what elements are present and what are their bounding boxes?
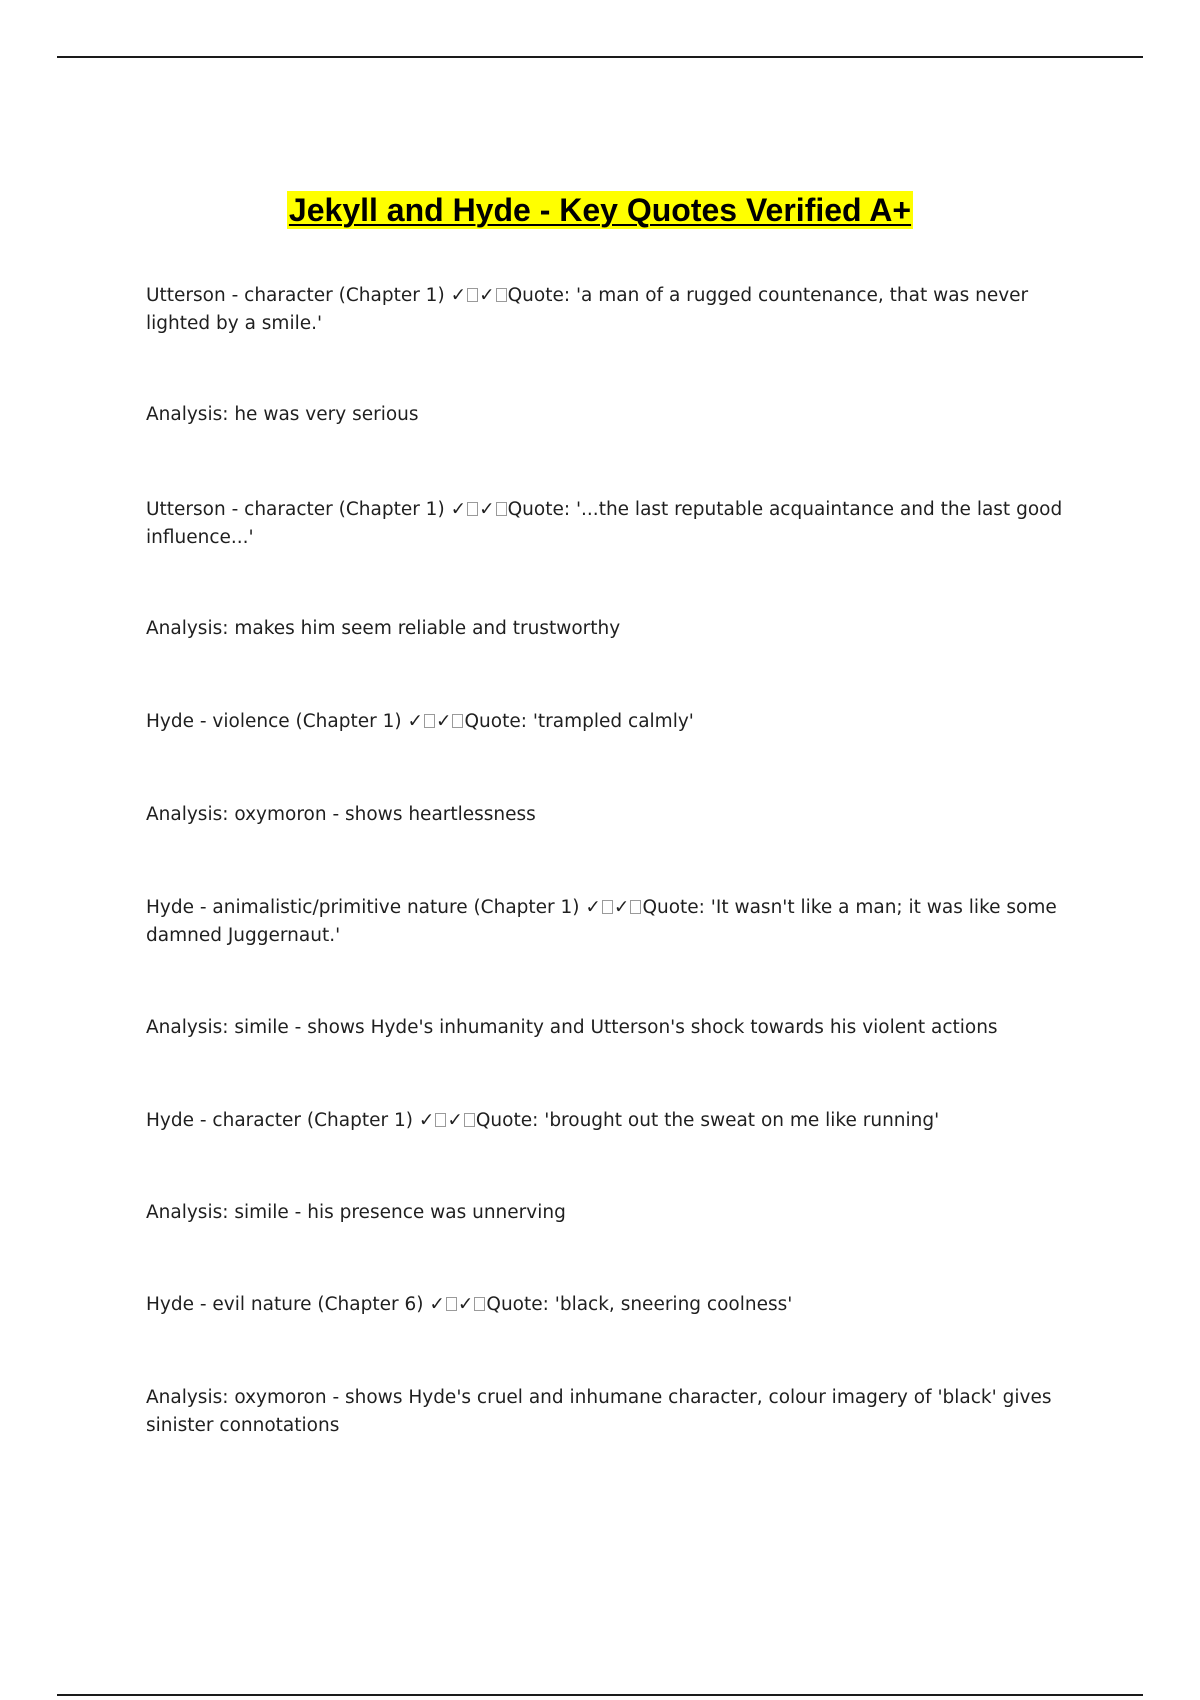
check-icon: ✓ — [585, 897, 601, 918]
header-rule — [57, 56, 1143, 58]
check-icon: ✓ — [429, 1294, 445, 1315]
check-icon: ✓ — [418, 1110, 435, 1131]
check-icon: ✓ — [450, 285, 467, 306]
footer-rule — [57, 1694, 1143, 1696]
empty-box-icon — [467, 288, 478, 302]
check-icon: ✓ — [435, 711, 452, 732]
quote-text: Quote: 'It wasn't like a man; it was like some damned Juggernaut.' — [146, 897, 1057, 946]
question-prompt: Utterson - character (Chapter 1) — [146, 285, 445, 306]
check-icon: ✓ — [450, 499, 467, 520]
empty-box-icon — [496, 288, 507, 302]
check-icon: ✓ — [407, 711, 423, 732]
analysis-entry-5: Analysis: simile - his presence was unnerving — [146, 1202, 566, 1223]
question-prompt: Hyde - violence (Chapter 1) — [146, 711, 402, 732]
question-prompt: Hyde - character (Chapter 1) — [146, 1110, 413, 1131]
analysis-entry-1: Analysis: he was very serious — [146, 404, 419, 425]
question-prompt: Hyde - animalistic/primitive nature (Chapter 1) — [146, 897, 580, 918]
analysis-entry-6: Analysis: oxymoron - shows Hyde's cruel and inhumane character, colour imagery of 'black' gives sinister connotations — [146, 1387, 1052, 1436]
check-icon: ✓ — [479, 499, 495, 520]
question-entry-1 — [146, 282, 1096, 338]
check-icon: ✓ — [613, 897, 630, 918]
question-entry-4 — [146, 894, 1096, 950]
analysis-entry-4: Analysis: simile - shows Hyde's inhumanity and Utterson's shock towards his violent actions — [146, 1017, 998, 1038]
check-icon: ✓ — [457, 1294, 474, 1315]
empty-box-icon — [602, 900, 613, 914]
question-entry-5 — [146, 1107, 1096, 1135]
empty-box-icon — [474, 1297, 485, 1311]
analysis-entry-2: Analysis: makes him seem reliable and trustworthy — [146, 618, 621, 639]
title-container — [0, 191, 1200, 229]
empty-box-icon — [446, 1297, 457, 1311]
empty-box-icon — [464, 1113, 475, 1127]
empty-box-icon — [452, 714, 463, 728]
document-title: Jekyll and Hyde - Key Quotes Verified A+ — [288, 192, 912, 228]
question-entry-6 — [146, 1291, 1096, 1319]
question-entry-2 — [146, 496, 1096, 552]
quote-text: Quote: 'brought out the sweat on me like running' — [475, 1110, 940, 1131]
quote-text: Quote: '...the last reputable acquaintance and the last good influence...' — [146, 499, 1063, 548]
empty-box-icon — [467, 502, 478, 516]
empty-box-icon — [424, 714, 435, 728]
question-prompt: Utterson - character (Chapter 1) — [146, 499, 445, 520]
question-entry-3 — [146, 708, 1096, 736]
quote-text: Quote: 'a man of a rugged countenance, that was never lighted by a smile.' — [146, 285, 1029, 334]
question-prompt: Hyde - evil nature (Chapter 6) — [146, 1294, 424, 1315]
empty-box-icon — [630, 900, 641, 914]
empty-box-icon — [496, 502, 507, 516]
analysis-entry-3: Analysis: oxymoron - shows heartlessness — [146, 804, 536, 825]
quote-text: Quote: 'trampled calmly' — [464, 711, 694, 732]
empty-box-icon — [435, 1113, 446, 1127]
check-icon: ✓ — [479, 285, 495, 306]
check-icon: ✓ — [447, 1110, 463, 1131]
quote-text: Quote: 'black, sneering coolness' — [486, 1294, 793, 1315]
